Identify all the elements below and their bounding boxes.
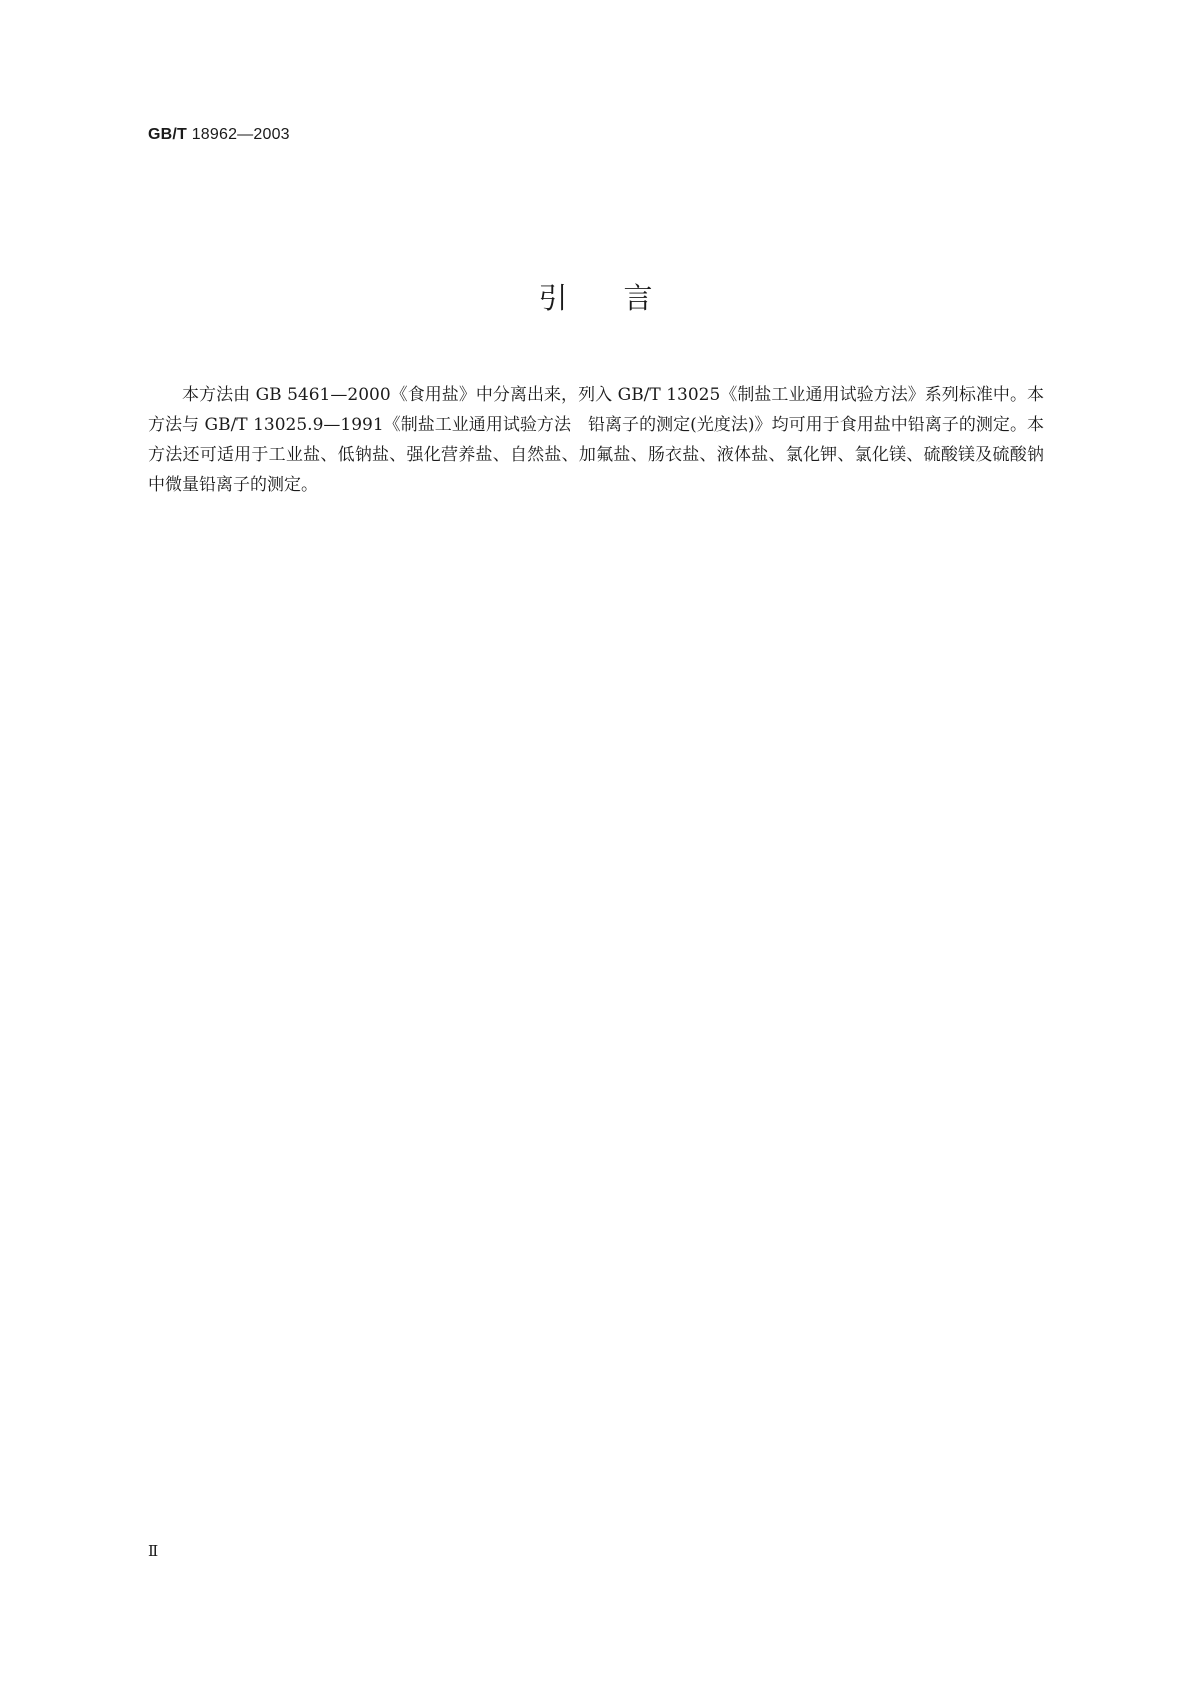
standard-code-number: 18962—2003 [191,126,290,143]
page-number: Ⅱ [148,1542,159,1560]
standard-code [148,126,290,144]
standard-code-prefix: GB/T [148,126,188,143]
page-title: 引言 [538,281,709,315]
introduction-paragraph: 本方法由 GB 5461—2000《食用盐》中分离出来，列入 GB/T 13025《制盐工业通用试验方法》系列标准中。本方法与 GB/T 13025.9—1991《制盐工业通用试验方法 铅离子的测定(光度法)》均可用于食用盐中铅离子的测定。本方法还可适用于工业盐、低钠盐、强化营养盐、自然盐、加氟盐、肠衣盐、液体盐、氯化钾、氯化镁、硫酸镁及硫酸钠中微量铅离子的测定。 [148,385,1044,495]
